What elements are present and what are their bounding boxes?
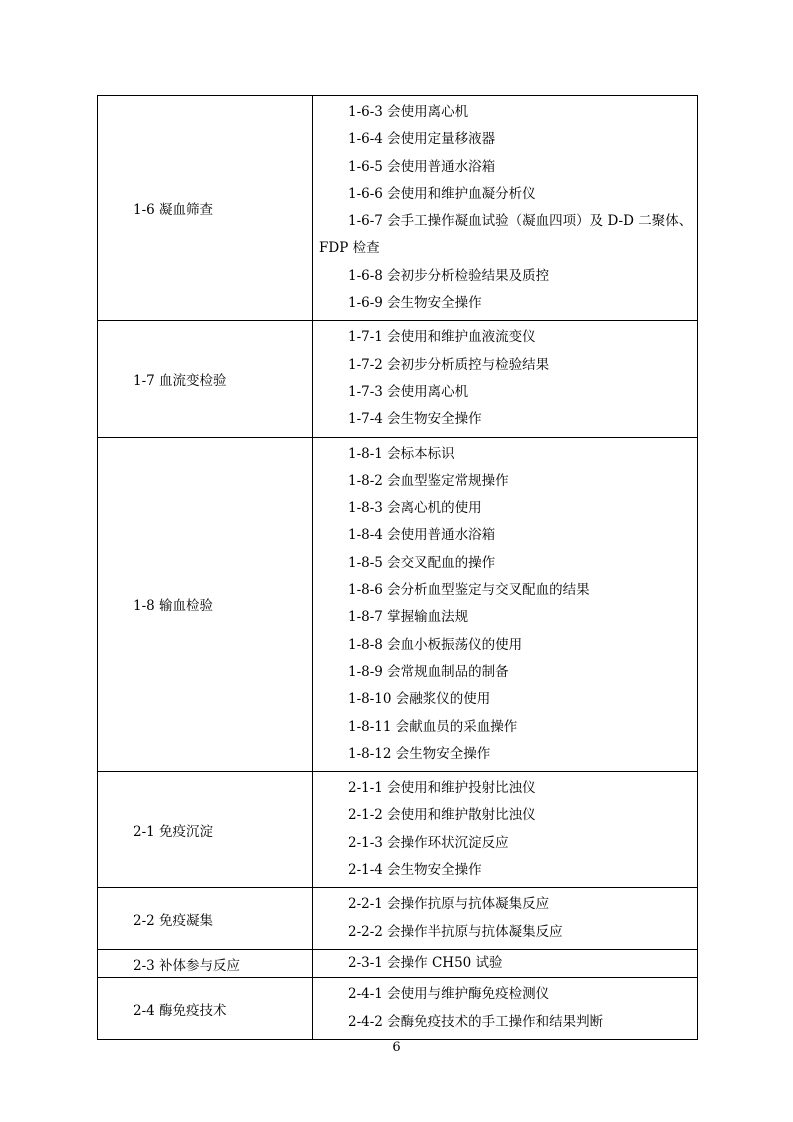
items-cell [313, 978, 698, 1040]
item-line: 1-6-9 会生物安全操作 [348, 295, 482, 312]
item-line: 1-7-2 会初步分析质控与检验结果 [348, 356, 550, 373]
item-line: 1-6-6 会使用和维护血凝分析仪 [348, 185, 536, 202]
item-line: 1-8-11 会献血员的采血操作 [348, 718, 518, 735]
item-line: 1-7-1 会使用和维护血液流变仪 [348, 329, 536, 346]
item-line: 1-8-7 掌握输血法规 [348, 609, 469, 626]
item-line: 1-8-4 会使用普通水浴箱 [348, 527, 496, 544]
item-line: 2-1-2 会使用和维护散射比浊仪 [348, 807, 536, 824]
item-line: 1-6-3 会使用离心机 [348, 104, 469, 120]
item-line: 2-1-1 会使用和维护投射比浊仪 [348, 780, 536, 797]
item-line: 1-6-5 会使用普通水浴箱 [348, 158, 496, 175]
item-line: 1-8-6 会分析血型鉴定与交叉配血的结果 [348, 582, 590, 599]
item-line: 1-8-12 会生物安全操作 [348, 745, 491, 762]
table-row [98, 321, 698, 437]
category-cell: 2-2 免疫凝集 [98, 888, 313, 950]
item-line: 1-8-3 会离心机的使用 [348, 500, 482, 517]
category-cell: 2-4 酶免疫技术 [98, 978, 313, 1040]
items-cell [313, 321, 698, 437]
category-cell: 1-6 凝血筛查 [98, 96, 313, 321]
item-line: 2-2-2 会操作半抗原与抗体凝集反应 [348, 923, 563, 940]
item-line: 1-6-8 会初步分析检验结果及质控 [348, 267, 550, 284]
page-number: 6 [392, 1040, 401, 1055]
item-line: 1-6-4 会使用定量移液器 [348, 131, 496, 148]
items-cell [313, 772, 698, 888]
item-line: 2-4-1 会使用与维护酶免疫检测仪 [348, 986, 550, 1003]
item-line: 2-3-1 会操作 CH50 试验 [348, 954, 503, 971]
item-line: 1-8-8 会血小板振荡仪的使用 [348, 636, 523, 653]
item-line: 1-8-10 会融浆仪的使用 [348, 691, 491, 708]
item-line: 1-6-7 会手工操作凝血试验（凝血四项）及 D-D 二聚体、 [348, 213, 693, 230]
category-cell: 2-3 补体参与反应 [98, 949, 313, 977]
category-cell: 2-1 免疫沉淀 [98, 772, 313, 888]
items-cell [313, 96, 698, 321]
table-row [98, 437, 698, 772]
category-cell: 1-8 输血检验 [98, 437, 313, 772]
item-line: 1-8-5 会交叉配血的操作 [348, 554, 496, 571]
table-row [98, 96, 698, 321]
item-line: 2-4-2 会酶免疫技术的手工操作和结果判断 [348, 1013, 604, 1030]
items-cell [313, 888, 698, 950]
item-line: 1-7-4 会生物安全操作 [348, 411, 482, 428]
item-line: 1-8-9 会常规血制品的制备 [348, 663, 509, 680]
table-row [98, 888, 698, 950]
items-cell [313, 949, 698, 977]
table-row [98, 978, 698, 1040]
item-line: 2-1-4 会生物安全操作 [348, 862, 482, 879]
item-line: 1-8-2 会血型鉴定常规操作 [348, 472, 509, 489]
item-line: 1-8-1 会标本标识 [348, 445, 455, 462]
item-line: 2-2-1 会操作抗原与抗体凝集反应 [348, 896, 550, 913]
table-row [98, 772, 698, 888]
skills-table [97, 95, 698, 1040]
item-line-continuation: FDP 检查 [319, 240, 380, 257]
item-line: 1-7-3 会使用离心机 [348, 383, 469, 400]
items-cell [313, 437, 698, 772]
item-line: 2-1-3 会操作环状沉淀反应 [348, 834, 509, 851]
category-cell: 1-7 血流变检验 [98, 321, 313, 437]
table-row [98, 949, 698, 977]
